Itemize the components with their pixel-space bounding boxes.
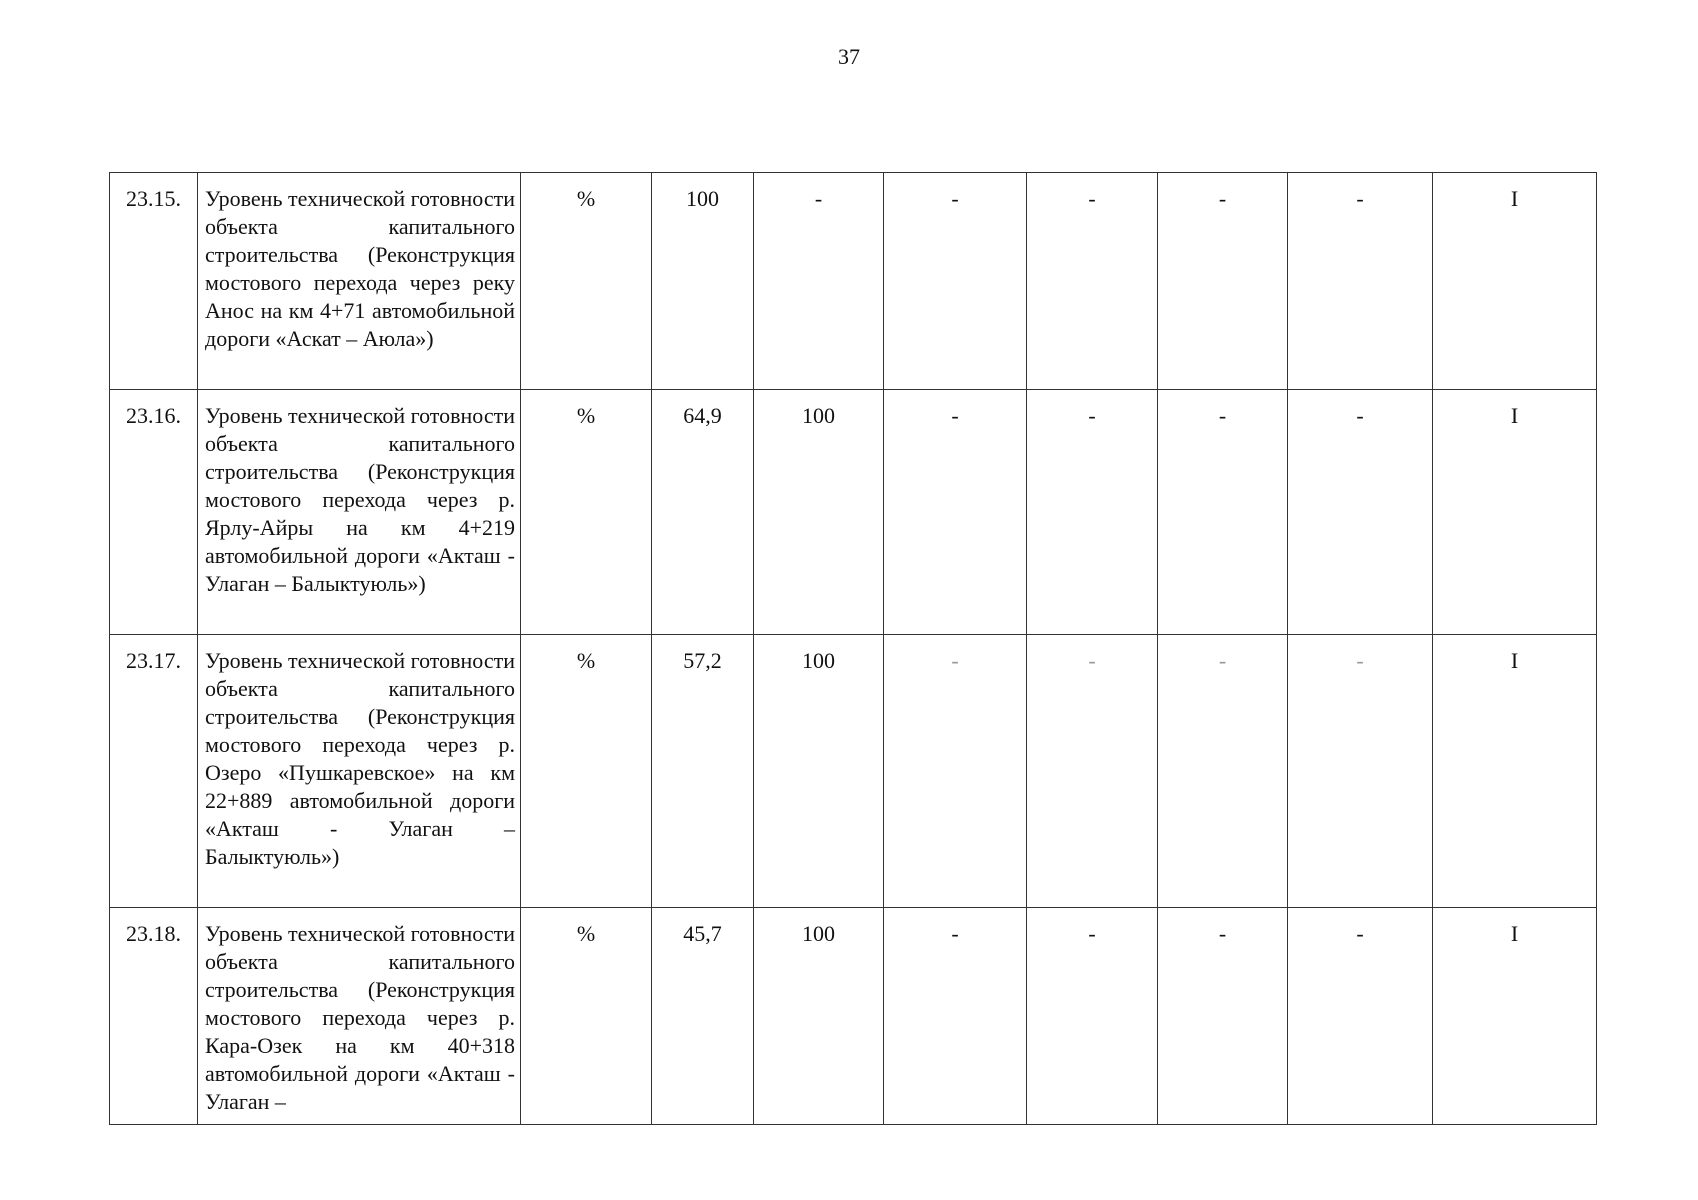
table-row bbox=[110, 390, 1597, 635]
table-row bbox=[110, 173, 1597, 390]
value-cell: - bbox=[1027, 390, 1158, 635]
value-cell: 57,2 bbox=[652, 635, 754, 908]
last-cell: I bbox=[1433, 635, 1597, 908]
table-row bbox=[110, 635, 1597, 908]
value-cell: - bbox=[1288, 173, 1433, 390]
row-number: 23.16. bbox=[110, 390, 198, 635]
unit-cell: % bbox=[521, 173, 652, 390]
value-cell: - bbox=[1288, 908, 1433, 1125]
last-cell: I bbox=[1433, 908, 1597, 1125]
indicator-description: Уровень технической готовности объекта капитального строительства (Реконструкция мостового перехода через р. Кара-Озек на км 40+318 автомобильной дороги «Акташ - Улаган – bbox=[198, 908, 521, 1125]
value-cell: - bbox=[1158, 635, 1288, 908]
unit-cell: % bbox=[521, 635, 652, 908]
row-number: 23.18. bbox=[110, 908, 198, 1125]
value-cell: - bbox=[1288, 635, 1433, 908]
last-cell: I bbox=[1433, 390, 1597, 635]
value-cell: - bbox=[884, 908, 1027, 1125]
page-number: 37 bbox=[838, 44, 860, 69]
value-cell: 100 bbox=[754, 908, 884, 1125]
value-cell: - bbox=[1158, 908, 1288, 1125]
unit-cell: % bbox=[521, 390, 652, 635]
value-cell: - bbox=[1027, 635, 1158, 908]
row-number: 23.17. bbox=[110, 635, 198, 908]
row-number: 23.15. bbox=[110, 173, 198, 390]
indicator-description: Уровень технической готовности объекта капитального строительства (Реконструкция мостового перехода через реку Анос на км 4+71 автомобильной дороги «Аскат – Аюла») bbox=[198, 173, 521, 390]
value-cell: 100 bbox=[754, 635, 884, 908]
value-cell: - bbox=[1027, 908, 1158, 1125]
value-cell: - bbox=[884, 173, 1027, 390]
value-cell: 64,9 bbox=[652, 390, 754, 635]
value-cell: - bbox=[1288, 390, 1433, 635]
value-cell: 100 bbox=[754, 390, 884, 635]
value-cell: - bbox=[754, 173, 884, 390]
table-row bbox=[110, 908, 1597, 1125]
value-cell: - bbox=[884, 390, 1027, 635]
indicator-description: Уровень технической готовности объекта капитального строительства (Реконструкция мостового перехода через р. Озеро «Пушкаревское» на км 22+889 автомобильной дороги «Акташ - Улаган – Балыктуюль») bbox=[198, 635, 521, 908]
value-cell: - bbox=[884, 635, 1027, 908]
last-cell: I bbox=[1433, 173, 1597, 390]
indicator-table bbox=[109, 172, 1597, 1125]
value-cell: - bbox=[1027, 173, 1158, 390]
value-cell: 45,7 bbox=[652, 908, 754, 1125]
unit-cell: % bbox=[521, 908, 652, 1125]
value-cell: - bbox=[1158, 390, 1288, 635]
value-cell: 100 bbox=[652, 173, 754, 390]
value-cell: - bbox=[1158, 173, 1288, 390]
indicator-description: Уровень технической готовности объекта капитального строительства (Реконструкция мостового перехода через р. Ярлу-Айры на км 4+219 автомобильной дороги «Акташ - Улаган – Балыктуюль») bbox=[198, 390, 521, 635]
